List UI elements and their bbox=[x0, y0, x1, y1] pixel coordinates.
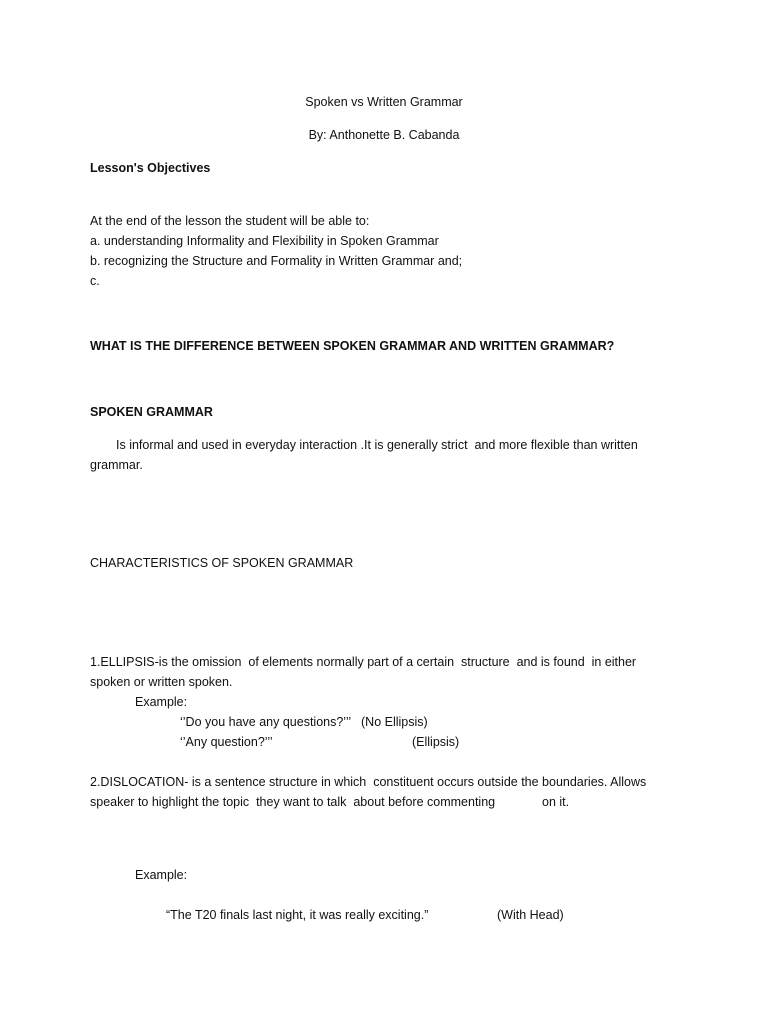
question-heading: WHAT IS THE DIFFERENCE BETWEEN SPOKEN GRAMMAR AND WRITTEN GRAMMAR? bbox=[90, 339, 615, 353]
document-title: Spoken vs Written Grammar bbox=[305, 95, 463, 109]
dislocation-definition-line-1: 2.DISLOCATION- is a sentence structure in which constituent occurs outside the boundaries. Allows bbox=[90, 775, 647, 789]
ellipsis-definition-line-1: 1.ELLIPSIS-is the omission of elements normally part of a certain structure and is found in either bbox=[90, 655, 637, 669]
dislocation-example-1: “The T20 finals last night, it was really exciting.” bbox=[166, 908, 429, 922]
dislocation-definition-line-2b: on it. bbox=[542, 795, 570, 809]
ellipsis-example-1-note: (No Ellipsis) bbox=[361, 715, 428, 729]
ellipsis-example-2: ‘’Any question?’’’ bbox=[180, 735, 273, 749]
objective-item-c: c. bbox=[90, 274, 100, 288]
objective-item-a: a. understanding Informality and Flexibility in Spoken Grammar bbox=[90, 234, 439, 248]
spoken-definition-line-2: grammar. bbox=[90, 458, 143, 472]
dislocation-example-1-note: (With Head) bbox=[497, 908, 564, 922]
characteristics-heading: CHARACTERISTICS OF SPOKEN GRAMMAR bbox=[90, 556, 354, 570]
objectives-heading: Lesson's Objectives bbox=[90, 161, 211, 175]
document-author: By: Anthonette B. Cabanda bbox=[308, 128, 460, 142]
objectives-intro: At the end of the lesson the student will be able to: bbox=[90, 214, 370, 228]
ellipsis-example-2-note: (Ellipsis) bbox=[412, 735, 460, 749]
ellipsis-example-1: ‘’Do you have any questions?’’’ bbox=[180, 715, 352, 729]
spoken-grammar-heading: SPOKEN GRAMMAR bbox=[90, 405, 213, 419]
dislocation-example-label: Example: bbox=[135, 868, 188, 882]
ellipsis-example-label: Example: bbox=[135, 695, 188, 709]
dislocation-definition-line-2a: speaker to highlight the topic they want to talk about before commenting bbox=[90, 795, 496, 809]
ellipsis-definition-line-2: spoken or written spoken. bbox=[90, 675, 233, 689]
spoken-definition-line-1: Is informal and used in everyday interaction .It is generally strict and more flexible than written bbox=[116, 438, 638, 452]
objective-item-b: b. recognizing the Structure and Formality in Written Grammar and; bbox=[90, 254, 463, 268]
